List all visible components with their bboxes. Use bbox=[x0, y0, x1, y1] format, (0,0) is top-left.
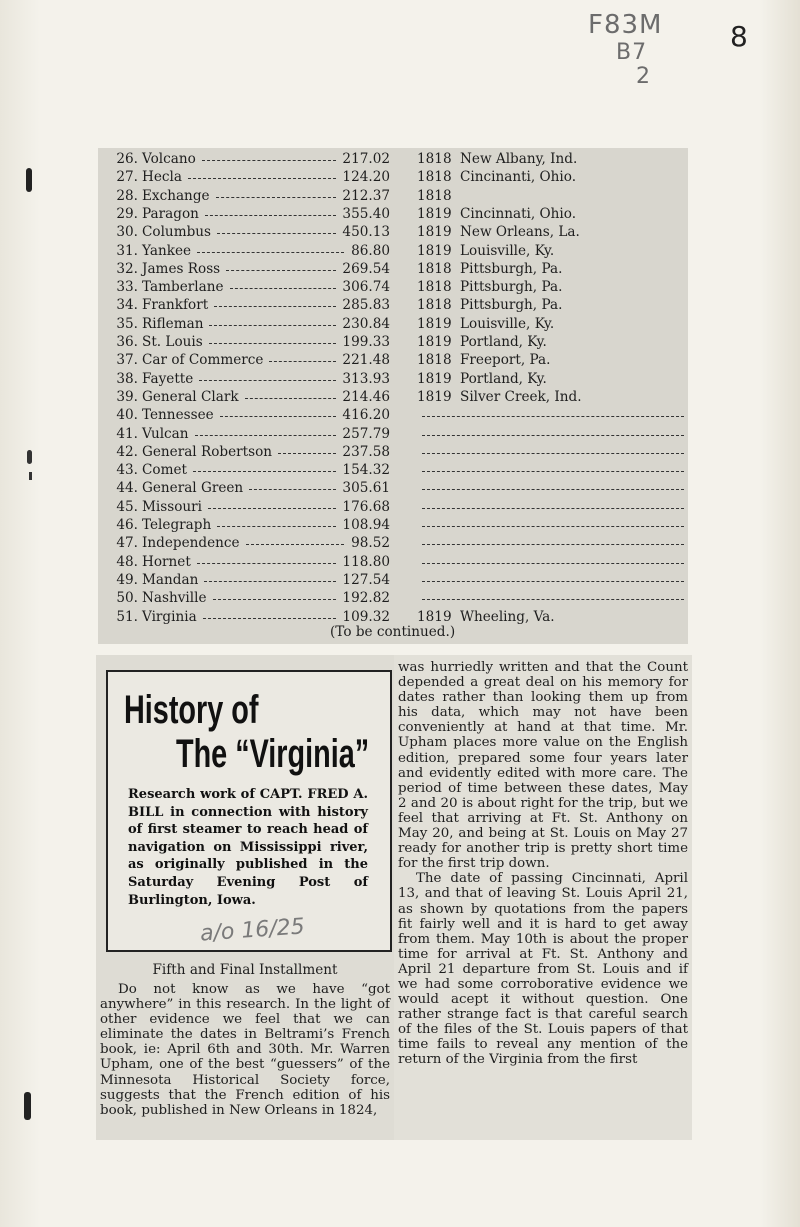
build-place: New Orleans, La. bbox=[460, 224, 580, 241]
boat-name: Hornet bbox=[142, 553, 191, 570]
row-number: 49. bbox=[116, 571, 138, 588]
dot-leader bbox=[193, 471, 336, 472]
table-row bbox=[100, 553, 690, 571]
row-number: 44. bbox=[116, 480, 138, 497]
tonnage-value: 98.52 bbox=[351, 535, 390, 552]
dot-leader bbox=[202, 160, 336, 161]
build-year: 1818 bbox=[417, 279, 452, 296]
binder-mark bbox=[27, 450, 32, 464]
tonnage-value: 230.84 bbox=[342, 315, 390, 332]
row-number: 43. bbox=[116, 462, 138, 479]
row-number: 28. bbox=[116, 187, 138, 204]
table-row bbox=[100, 608, 690, 626]
table-row bbox=[100, 461, 690, 479]
build-place: Louisville, Ky. bbox=[460, 242, 555, 259]
tonnage-value: 176.68 bbox=[342, 498, 390, 515]
build-year: 1818 bbox=[417, 297, 452, 314]
boat-name: Exchange bbox=[142, 187, 210, 204]
dot-leader bbox=[216, 197, 336, 198]
tonnage-value: 450.13 bbox=[342, 224, 390, 241]
dot-leader bbox=[197, 252, 344, 253]
boat-name: Columbus bbox=[142, 224, 212, 241]
binder-mark bbox=[29, 472, 32, 480]
dot-leader bbox=[226, 270, 335, 271]
table-row bbox=[100, 351, 690, 369]
table-row bbox=[100, 260, 690, 278]
dot-leader bbox=[208, 508, 336, 509]
tonnage-value: 257.79 bbox=[342, 425, 390, 442]
dot-leader bbox=[214, 306, 335, 307]
row-number: 38. bbox=[116, 370, 138, 387]
tonnage-value: 355.40 bbox=[342, 205, 390, 222]
article-right-column bbox=[398, 660, 688, 1068]
build-year: 1818 bbox=[417, 352, 452, 369]
article-left-column bbox=[100, 982, 390, 1118]
blank-leader bbox=[422, 435, 684, 436]
build-place: Freeport, Pa. bbox=[460, 352, 551, 369]
blank-leader bbox=[422, 453, 684, 454]
build-year: 1819 bbox=[417, 315, 452, 332]
boat-name: Paragon bbox=[142, 205, 199, 222]
dot-leader bbox=[278, 453, 336, 454]
dot-leader bbox=[220, 416, 336, 417]
dot-leader bbox=[217, 526, 335, 527]
boat-name: Independence bbox=[142, 535, 240, 552]
build-place: Portland, Ky. bbox=[460, 370, 547, 387]
dot-leader bbox=[249, 489, 335, 490]
row-number: 50. bbox=[116, 590, 138, 607]
tonnage-value: 192.82 bbox=[342, 590, 390, 607]
build-year: 1818 bbox=[417, 187, 452, 204]
boat-name: General Robertson bbox=[142, 443, 273, 460]
dot-leader bbox=[205, 215, 336, 216]
tonnage-value: 313.93 bbox=[342, 370, 390, 387]
row-number: 30. bbox=[116, 224, 138, 241]
row-number: 45. bbox=[116, 498, 138, 515]
build-year: 1819 bbox=[417, 370, 452, 387]
boat-name: Virginia bbox=[142, 608, 197, 625]
dot-leader bbox=[188, 178, 336, 179]
article-right-paragraph-2: The date of passing Cincinnati, April 13, and that of leaving St. Louis April 21, as shown by quotations from the papers fit fairly well and it is hard to get away from them. May 10th is about the proper time for arrival at Ft. St. Anthony and April 21 departure from St. Louis and if we had some corroborative evidence we would acept it without question. One rather strange fact is that careful search of the files of the St. Louis papers of that time fails to reveal any mention of the return of the Virginia from the first bbox=[398, 871, 688, 1068]
boat-name: Volcano bbox=[142, 151, 196, 167]
dot-leader bbox=[204, 581, 335, 582]
headline-line1: History of bbox=[124, 688, 259, 732]
tonnage-value: 285.83 bbox=[342, 297, 390, 314]
build-year: 1818 bbox=[417, 169, 452, 186]
row-number: 35. bbox=[116, 315, 138, 332]
table-row bbox=[100, 589, 690, 607]
boat-name: Missouri bbox=[142, 498, 203, 515]
tonnage-value: 416.20 bbox=[342, 407, 390, 424]
steamboat-table bbox=[100, 150, 690, 625]
blank-leader bbox=[422, 471, 684, 472]
row-number: 42. bbox=[116, 443, 138, 460]
article-right-paragraph-1: was hurriedly written and that the Count depended a great deal on his memory for dates rather than looking them up from his data, which may not have been conveniently at hand at that time. Mr. Upham places more value on the English edition, prepared some four years later and evidently edited with more care. The period of time between these dates, May 2 and 20 is about right for the trip, but we feel that arriving at Ft. St. Anthony on May 20, and being at St. Louis on May 27 ready for another trip is pretty short time for the first trip down. bbox=[398, 660, 688, 872]
tonnage-value: 212.37 bbox=[342, 187, 390, 204]
build-place: Louisville, Ky. bbox=[460, 315, 555, 332]
boat-name: Telegraph bbox=[142, 517, 212, 533]
build-place: Cincinnati, Ohio. bbox=[460, 205, 577, 222]
row-number: 40. bbox=[116, 407, 138, 424]
tonnage-value: 109.32 bbox=[342, 608, 390, 625]
dot-leader bbox=[195, 435, 336, 436]
table-row bbox=[100, 498, 690, 516]
table-row bbox=[100, 479, 690, 497]
binder-mark bbox=[24, 1092, 31, 1120]
table-row bbox=[100, 516, 690, 534]
boat-name: James Ross bbox=[142, 260, 221, 277]
dot-leader bbox=[209, 325, 335, 326]
blank-leader bbox=[422, 489, 684, 490]
tonnage-value: 199.33 bbox=[342, 334, 390, 350]
table-row bbox=[100, 150, 690, 168]
build-year: 1818 bbox=[417, 151, 452, 167]
build-year: 1819 bbox=[417, 242, 452, 259]
table-row bbox=[100, 333, 690, 351]
dot-leader bbox=[217, 233, 336, 234]
headline-lead: Research work of CAPT. FRED A. BILL in connection with history of first steamer to reach head of navigation on Mississippi river, as originally published in the Saturday Evening Post of Burlington, Iowa. bbox=[128, 787, 368, 908]
table-row bbox=[100, 406, 690, 424]
tonnage-value: 127.54 bbox=[342, 571, 390, 588]
headline-line2: The “Virginia” bbox=[176, 732, 370, 776]
dot-leader bbox=[213, 599, 336, 600]
tonnage-value: 86.80 bbox=[351, 242, 390, 259]
build-place: Silver Creek, Ind. bbox=[460, 388, 582, 405]
table-row bbox=[100, 223, 690, 241]
tonnage-value: 221.48 bbox=[342, 352, 390, 369]
boat-name: Yankee bbox=[142, 242, 192, 259]
row-number: 51. bbox=[116, 608, 138, 625]
blank-leader bbox=[422, 544, 684, 545]
boat-name: Tamberlane bbox=[142, 279, 224, 296]
build-place: Cincinanti, Ohio. bbox=[460, 169, 577, 186]
handwritten-date-note: a/o 16/25 bbox=[199, 914, 306, 947]
dot-leader bbox=[199, 380, 335, 381]
row-number: 31. bbox=[116, 242, 138, 259]
table-row bbox=[100, 242, 690, 260]
table-row bbox=[100, 296, 690, 314]
build-year: 1819 bbox=[417, 334, 452, 350]
tonnage-value: 217.02 bbox=[342, 151, 390, 167]
tonnage-value: 108.94 bbox=[342, 517, 390, 533]
table-row bbox=[100, 187, 690, 205]
build-year: 1819 bbox=[417, 205, 452, 222]
build-place: Wheeling, Va. bbox=[460, 608, 555, 625]
table-row bbox=[100, 205, 690, 223]
tonnage-value: 237.58 bbox=[342, 443, 390, 460]
article-left-paragraph: Do not know as we have “got anywhere” in this research. In the light of other evidence we feel that we can eliminate the dates in Beltrami’s French book, ie: April 6th and 30th. Mr. Warren Upham, one of the best “guessers” of the Minnesota Historical Society force, suggests that the French edition of his book, published in New Orleans in 1824, bbox=[100, 982, 390, 1118]
boat-name: Car of Commerce bbox=[142, 352, 264, 369]
boat-name: Mandan bbox=[142, 571, 199, 588]
blank-leader bbox=[422, 599, 684, 600]
row-number: 29. bbox=[116, 205, 138, 222]
boat-name: Tennessee bbox=[142, 407, 214, 424]
table-row bbox=[100, 278, 690, 296]
archive-ref-line2: B7 bbox=[616, 40, 648, 65]
build-year: 1819 bbox=[417, 388, 452, 405]
blank-leader bbox=[422, 416, 684, 417]
table-row bbox=[100, 315, 690, 333]
tonnage-value: 214.46 bbox=[342, 388, 390, 405]
dot-leader bbox=[203, 618, 336, 619]
table-row bbox=[100, 571, 690, 589]
blank-leader bbox=[422, 526, 684, 527]
table-row bbox=[100, 534, 690, 552]
build-place: Pittsburgh, Pa. bbox=[460, 297, 563, 314]
boat-name: General Clark bbox=[142, 388, 239, 405]
row-number: 27. bbox=[116, 169, 138, 186]
row-number: 47. bbox=[116, 535, 138, 552]
article-subhead: Fifth and Final Installment bbox=[152, 962, 338, 978]
dot-leader bbox=[246, 544, 344, 545]
dot-leader bbox=[269, 361, 335, 362]
table-row bbox=[100, 370, 690, 388]
row-number: 36. bbox=[116, 334, 138, 350]
table-row bbox=[100, 443, 690, 461]
boat-name: Rifleman bbox=[142, 315, 204, 332]
to-be-continued: (To be continued.) bbox=[330, 624, 456, 640]
table-row bbox=[100, 388, 690, 406]
tonnage-value: 269.54 bbox=[342, 260, 390, 277]
row-number: 48. bbox=[116, 553, 138, 570]
build-year: 1819 bbox=[417, 608, 452, 625]
build-place: Pittsburgh, Pa. bbox=[460, 279, 563, 296]
blank-leader bbox=[422, 581, 684, 582]
table-row bbox=[100, 168, 690, 186]
build-year: 1818 bbox=[417, 260, 452, 277]
dot-leader bbox=[245, 398, 336, 399]
boat-name: General Green bbox=[142, 480, 244, 497]
tonnage-value: 118.80 bbox=[342, 553, 390, 570]
build-place: Portland, Ky. bbox=[460, 334, 547, 350]
build-place: New Albany, Ind. bbox=[460, 151, 578, 167]
row-number: 33. bbox=[116, 279, 138, 296]
tonnage-value: 305.61 bbox=[342, 480, 390, 497]
row-number: 46. bbox=[116, 517, 138, 533]
blank-leader bbox=[422, 563, 684, 564]
row-number: 41. bbox=[116, 425, 138, 442]
boat-name: Fayette bbox=[142, 370, 194, 387]
row-number: 32. bbox=[116, 260, 138, 277]
boat-name: St. Louis bbox=[142, 334, 203, 350]
tonnage-value: 124.20 bbox=[342, 169, 390, 186]
boat-name: Hecla bbox=[142, 169, 182, 186]
archive-ref-line3: 2 bbox=[636, 64, 651, 89]
row-number: 26. bbox=[116, 151, 138, 167]
archive-ref-line1: F83M bbox=[588, 10, 663, 40]
build-place: Pittsburgh, Pa. bbox=[460, 260, 563, 277]
boat-name: Comet bbox=[142, 462, 187, 479]
boat-name: Vulcan bbox=[142, 425, 189, 442]
boat-name: Nashville bbox=[142, 590, 207, 607]
row-number: 39. bbox=[116, 388, 138, 405]
row-number: 34. bbox=[116, 297, 138, 314]
boat-name: Frankfort bbox=[142, 297, 209, 314]
dot-leader bbox=[209, 343, 336, 344]
binder-mark bbox=[26, 168, 32, 192]
build-year: 1819 bbox=[417, 224, 452, 241]
page-number: 8 bbox=[730, 20, 749, 53]
dot-leader bbox=[230, 288, 336, 289]
dot-leader bbox=[197, 563, 336, 564]
tonnage-value: 154.32 bbox=[342, 462, 390, 479]
table-row bbox=[100, 425, 690, 443]
tonnage-value: 306.74 bbox=[342, 279, 390, 296]
blank-leader bbox=[422, 508, 684, 509]
row-number: 37. bbox=[116, 352, 138, 369]
